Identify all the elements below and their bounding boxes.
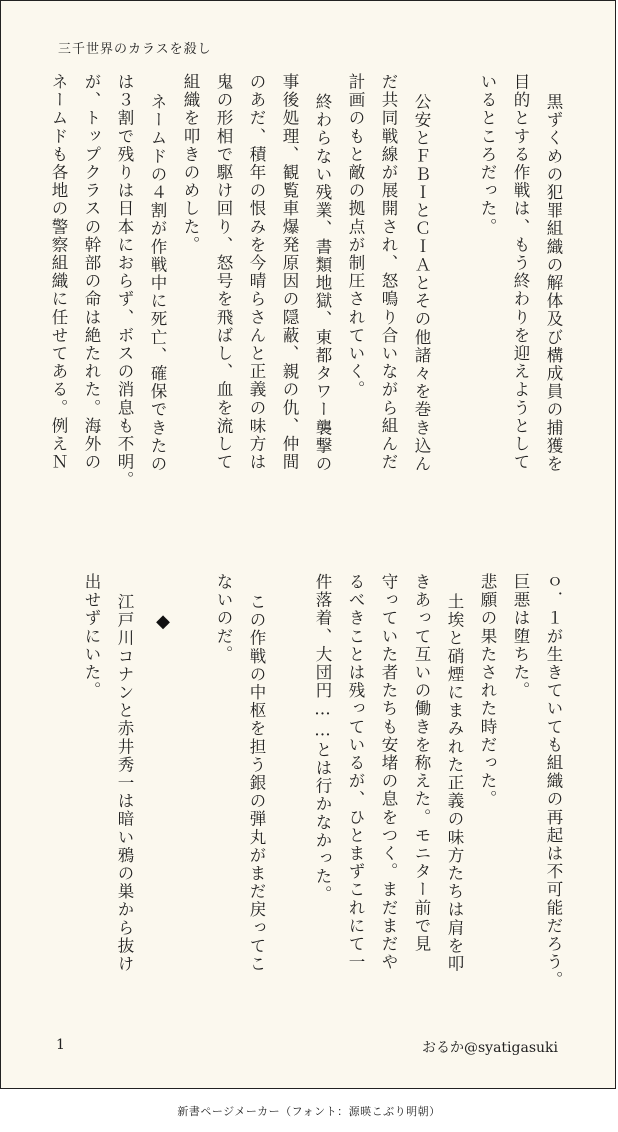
text-column: 終わらない残業、書類地獄、東都タワー襲撃の [313, 93, 332, 474]
text-column: この作戦の中枢を担う銀の弾丸がまだ戻ってこ [247, 593, 266, 974]
author-handle: おるか@syatigasuki [421, 1040, 558, 1056]
running-header-title: 三千世界のカラスを殺し [58, 42, 212, 57]
text-column: 土埃と硝煙にまみれた正義の味方たちは肩を叩 [445, 593, 464, 974]
text-column: 公安とＦＢＩとＣＩＡとその他諸々を巻き込ん [412, 93, 431, 474]
text-column: 事後処理、観覧車爆発原因の隠蔽、親の仇、仲間 [280, 73, 299, 472]
text-column: 鬼の形相で駆け回り、怒号を飛ばし、血を流して [214, 73, 233, 472]
text-column: 江戸川コナンと赤井秀一は暗い鴉の巣から抜け [115, 593, 134, 974]
text-column: 守っていた者たちも安堵の息をつく。まだまだや [379, 573, 398, 972]
text-column: ｏ．１が生きていても組織の再起は不可能だろう。 [544, 573, 563, 990]
text-column: が、トップクラスの幹部の命は絶たれた。海外の [82, 73, 101, 472]
text-column: のあだ、積年の恨みを今晴らさんと正義の味方は [247, 73, 266, 472]
generator-caption: 新書ページメーカー（フォント：源暎こぶり明朝） [177, 1105, 441, 1118]
text-column: 出せずにいた。 [82, 573, 101, 700]
text-column: ネームドの４割が作戦中に死亡、確保できたの [148, 93, 167, 474]
text-column: ないのだ。 [214, 573, 233, 664]
section-break-diamond-icon: ◆ [156, 611, 170, 632]
text-column: だ共同戦線が展開され、怒鳴り合いながら組んだ [379, 73, 398, 472]
text-column: 巨悪は堕ちた。 [511, 573, 530, 700]
text-column: 件落着、大団円……とは行かなかった。 [313, 573, 332, 904]
text-column: 目的とする作戦は、もう終わりを迎えようとして [511, 73, 530, 472]
text-column: るべきことは残っているが、ひとまずこれにて一 [346, 573, 365, 972]
text-column: 黒ずくめの犯罪組織の解体及び構成員の捕獲を [544, 93, 563, 474]
text-column: は３割で残りは日本におらず、ボスの消息も不明。 [115, 73, 134, 490]
page-number: 1 [56, 1037, 65, 1053]
text-column: いるところだった。 [478, 73, 497, 236]
text-column: 悲願の果たされた時だった。 [478, 573, 497, 809]
text-column: 組織を叩きのめした。 [181, 73, 200, 254]
text-column: きあって互いの働きを称えた。モニター前で見 [412, 573, 431, 954]
text-column: ネームドも各地の警察組織に任せてある。例えＮ [49, 73, 68, 472]
text-column: 計画のもと敵の拠点が制圧されていく。 [346, 73, 365, 399]
